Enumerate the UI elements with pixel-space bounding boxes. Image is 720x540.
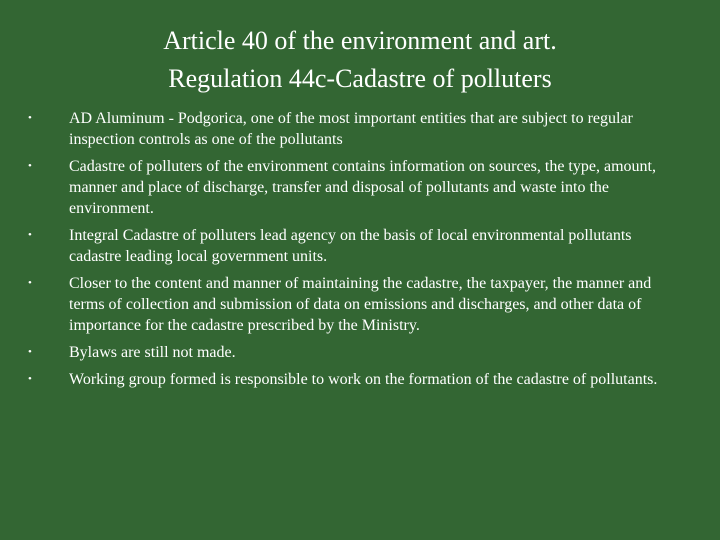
bullet-item bbox=[24, 225, 664, 267]
bullet-dot-icon: • bbox=[28, 373, 32, 385]
bullet-item bbox=[24, 369, 664, 390]
bullet-text: Closer to the content and manner of maintaining the cadastre, the taxpayer, the manner and terms of collection and submission of data on emissions and discharges, and other data of importance for the cadastre prescribed by the Ministry. bbox=[69, 275, 652, 334]
bullet-text: Cadastre of polluters of the environment contains information on sources, the type, amount, manner and place of discharge, transfer and disposal of pollutants and waste into the environment. bbox=[69, 158, 656, 217]
bullet-dot-icon: • bbox=[28, 277, 32, 289]
bullet-list bbox=[24, 108, 664, 396]
bullet-dot-icon: • bbox=[28, 160, 32, 172]
slide-title-line-1: Article 40 of the environment and art. bbox=[163, 26, 557, 55]
bullet-item bbox=[24, 342, 664, 363]
slide-title-line-2: Regulation 44c-Cadastre of polluters bbox=[168, 64, 552, 93]
bullet-item bbox=[24, 108, 664, 150]
bullet-item bbox=[24, 273, 664, 336]
slide-title bbox=[60, 22, 660, 98]
bullet-dot-icon: • bbox=[28, 346, 32, 358]
bullet-text: Bylaws are still not made. bbox=[69, 344, 236, 361]
bullet-item bbox=[24, 156, 664, 219]
bullet-dot-icon: • bbox=[28, 112, 32, 124]
bullet-text: AD Aluminum - Podgorica, one of the most important entities that are subject to regular inspection controls as one of the pollutants bbox=[69, 110, 633, 148]
bullet-dot-icon: • bbox=[28, 229, 32, 241]
bullet-text: Integral Cadastre of polluters lead agency on the basis of local environmental pollutants cadastre leading local government units. bbox=[69, 227, 632, 265]
bullet-text: Working group formed is responsible to work on the formation of the cadastre of pollutants. bbox=[69, 371, 658, 388]
